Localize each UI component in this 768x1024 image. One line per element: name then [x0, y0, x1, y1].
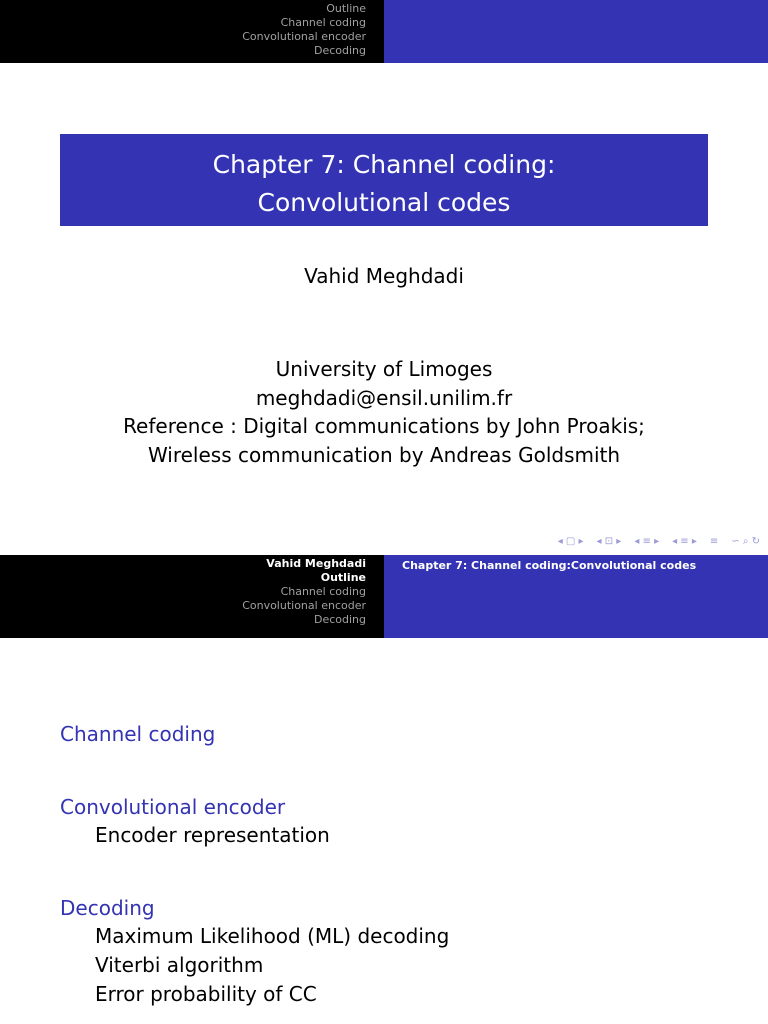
header-right-panel: [384, 0, 768, 63]
header-right-panel: [384, 555, 768, 638]
section-navigation: [0, 555, 384, 638]
header-author: Vahid Meghdadi: [266, 557, 366, 570]
institute-block: [0, 355, 768, 469]
search-back-icon[interactable]: ∽ ⌕ ↻: [731, 535, 760, 547]
nav-link-convolutional-encoder[interactable]: Convolutional encoder: [242, 599, 366, 612]
title-line: Convolutional codes: [257, 188, 511, 217]
toc-section-decoding[interactable]: Decoding: [60, 896, 155, 920]
toc-section-channel-coding[interactable]: Channel coding: [60, 722, 216, 746]
headline-bar: [0, 555, 768, 638]
toc-section-convolutional-encoder[interactable]: Convolutional encoder: [60, 795, 286, 819]
nav-link-decoding[interactable]: Decoding: [313, 44, 366, 57]
nav-link-outline[interactable]: Outline: [326, 2, 366, 15]
title-line: Chapter 7: Channel coding:: [212, 150, 556, 179]
toc-subsection-viterbi[interactable]: Viterbi algorithm: [95, 953, 264, 977]
appendix-nav-icon[interactable]: ≡: [709, 535, 719, 547]
headline-bar: [0, 0, 768, 63]
nav-link-outline[interactable]: Outline: [320, 571, 366, 584]
document-nav-icon[interactable]: ◂ ≡ ▸: [672, 535, 697, 547]
author-name: Vahid Meghdadi: [304, 264, 464, 288]
outline-slide: [0, 555, 768, 1024]
frame-nav-icon[interactable]: ◂ ▢ ▸: [557, 535, 584, 547]
subsection-nav-icon[interactable]: ◂ ⊡ ▸: [596, 535, 622, 547]
toc-subsection-encoder-representation[interactable]: Encoder representation: [95, 823, 330, 847]
section-nav-icon[interactable]: ◂ ≡ ▸: [634, 535, 660, 547]
table-of-contents: [60, 720, 449, 1009]
email-address: meghdadi@ensil.unilim.fr: [255, 385, 513, 410]
nav-link-convolutional-encoder[interactable]: Convolutional encoder: [242, 30, 366, 43]
title-box: [60, 134, 708, 226]
reference-line: Reference : Digital communications by John Proakis;: [123, 414, 645, 438]
nav-link-decoding[interactable]: Decoding: [313, 613, 366, 626]
section-navigation: [0, 0, 384, 63]
header-title: Chapter 7: Channel coding:Convolutional codes: [402, 559, 697, 572]
toc-subsection-ml-decoding[interactable]: Maximum Likelihood (ML) decoding: [95, 924, 450, 948]
institute-line: University of Limoges: [275, 357, 493, 381]
reference-line: Wireless communication by Andreas Goldsmith: [147, 442, 621, 467]
nav-link-channel-coding[interactable]: Channel coding: [280, 585, 366, 598]
beamer-navigation-symbols: [558, 533, 760, 549]
nav-link-channel-coding[interactable]: Channel coding: [280, 16, 366, 29]
toc-subsection-error-probability[interactable]: Error probability of CC: [95, 982, 317, 1006]
